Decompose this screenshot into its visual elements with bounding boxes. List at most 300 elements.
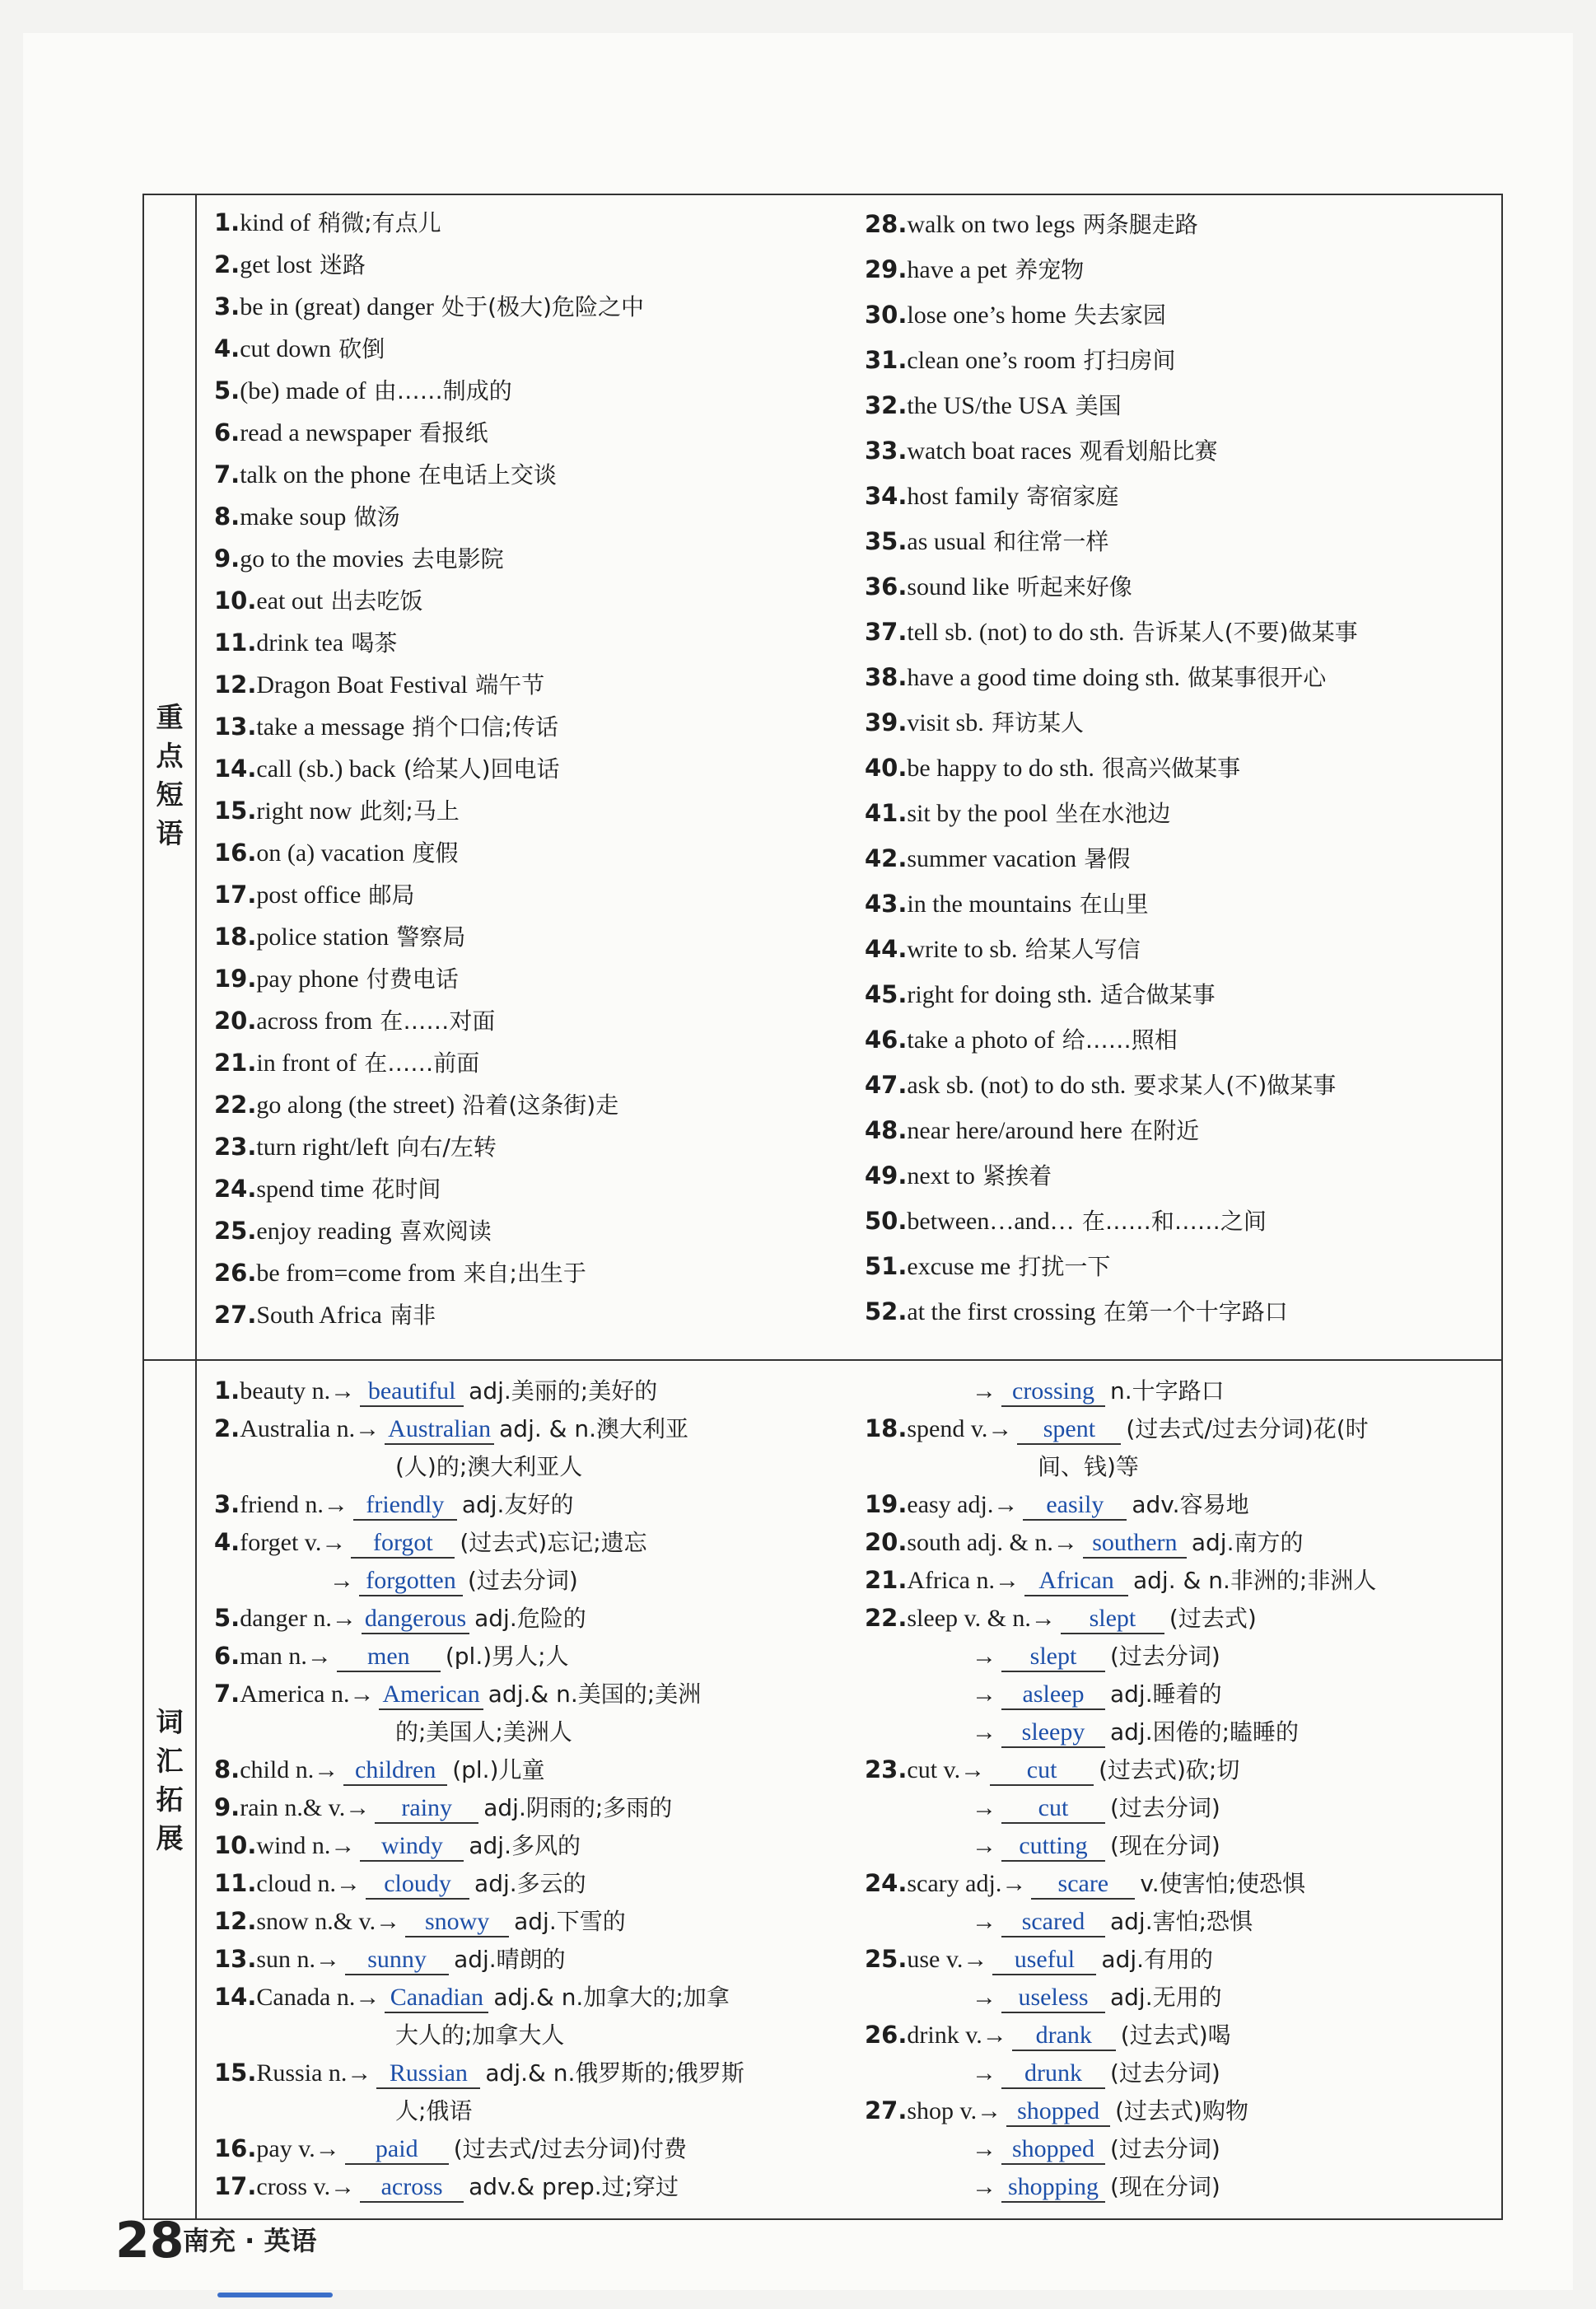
phrase-english: excuse me [907, 1253, 1011, 1280]
vocab-answer: easily [1023, 1491, 1127, 1521]
spacer [1076, 844, 1084, 872]
vocab-item [214, 1978, 848, 2016]
vocab-item [865, 1637, 1499, 1675]
vocab-number: 4. [214, 1528, 240, 1556]
phrase-item [865, 1063, 1499, 1108]
phrase-chinese: 暑假 [1084, 845, 1131, 872]
vocab-item [214, 2167, 848, 2205]
vocab-meaning: (过去分词) [468, 1567, 578, 1594]
vocab-base: man n.→ [240, 1643, 332, 1670]
vocab-answer: cutting [1001, 1832, 1105, 1862]
vocab-number: 15. [214, 2059, 257, 2087]
vocab-answer: southern [1083, 1529, 1187, 1559]
phrase-number: 16. [214, 839, 257, 867]
phrase-english: near here/around here [907, 1117, 1122, 1144]
phrase-item [865, 746, 1499, 791]
spacer [1076, 210, 1083, 238]
phrase-chinese: 做某事很开心 [1188, 664, 1327, 691]
vocab-number: 27. [865, 2096, 908, 2124]
phrase-english: host family [907, 483, 1020, 510]
phrase-chinese: 端午节 [475, 671, 545, 699]
section-label-char: 拓 [156, 1783, 184, 1816]
phrase-english: go along (the street) [256, 1091, 455, 1119]
vocab-base: shop v.→ [907, 2097, 1002, 2124]
phrase-number: 40. [865, 754, 908, 782]
vocab-item [214, 1485, 848, 1523]
phrase-number: 2. [214, 250, 240, 278]
phrase-item [865, 836, 1499, 881]
phrase-item [214, 412, 848, 454]
phrase-item [865, 1017, 1499, 1063]
phrase-chinese: 美国 [1075, 392, 1122, 419]
phrase-chinese: 打扫房间 [1083, 347, 1176, 374]
vocab-answer: Australian [385, 1415, 494, 1445]
phrase-number: 18. [214, 923, 257, 951]
vocab-answer: forgotten [359, 1567, 463, 1596]
phrase-chinese: 出去吃饭 [330, 587, 423, 615]
vocab-answer: American [379, 1680, 483, 1710]
phrase-item [214, 580, 848, 622]
phrase-english: watch boat races [907, 437, 1072, 465]
section-divider [144, 1359, 1501, 1361]
phrase-item [865, 1153, 1499, 1199]
vocab-base: drink v.→ [907, 2022, 1007, 2049]
vocab-base: Australia n.→ [240, 1415, 380, 1442]
phrase-chinese: 听起来好像 [1016, 573, 1132, 601]
vocab-base: danger n.→ [240, 1605, 357, 1632]
vocab-meaning: (现在分词) [1110, 1832, 1220, 1859]
phrase-chinese: 喝茶 [351, 629, 398, 657]
vocab-base: beauty n.→ [240, 1377, 356, 1405]
vocab-item [865, 2129, 1499, 2167]
vocab-meaning: adj.晴朗的 [454, 1946, 566, 1973]
footer-title: 南充 · 英语 [183, 2225, 317, 2256]
phrase-number: 44. [865, 935, 908, 963]
vocab-meaning: adj.& n.俄罗斯的;俄罗斯 [485, 2059, 744, 2087]
phrase-chinese: 度假 [412, 839, 459, 867]
vocab-number: 26. [865, 2021, 908, 2049]
phrase-item [214, 958, 848, 1000]
vocab-meaning: 人;俄语 [395, 2097, 473, 2124]
spacer [1071, 437, 1079, 465]
spacer [310, 208, 318, 236]
phrase-english: post office [256, 881, 362, 909]
phrase-number: 13. [214, 713, 257, 741]
vocab-meaning: (pl.)儿童 [452, 1756, 545, 1783]
vocab-meaning: adj.多云的 [474, 1870, 586, 1897]
vocab-base: → [972, 1984, 996, 2011]
vocab-meaning: adj.& n.加拿大的;加拿 [493, 1984, 730, 2011]
spacer [389, 1133, 396, 1161]
phrase-chinese: (给某人)回电话 [403, 755, 560, 783]
vocab-number: 2. [214, 1414, 240, 1442]
phrase-item [865, 428, 1499, 474]
phrase-number: 12. [214, 671, 257, 699]
phrase-chinese: 由……制成的 [373, 377, 512, 404]
phrase-number: 4. [214, 334, 240, 362]
spacer [1066, 301, 1074, 329]
vocab-meaning: adv.& prep.过;穿过 [469, 2173, 679, 2200]
phrase-chinese: 在山里 [1079, 890, 1149, 918]
vocab-item [214, 1940, 848, 1978]
vocab-answer: children [343, 1756, 447, 1786]
vocab-base: → [972, 1643, 996, 1670]
phrase-english: get lost [240, 251, 312, 278]
spacer [357, 1049, 364, 1077]
vocab-item [214, 2054, 848, 2092]
phrase-item [214, 286, 848, 328]
phrase-item [214, 1294, 848, 1336]
phrase-chinese: 两条腿走路 [1082, 211, 1198, 238]
phrase-item [214, 916, 848, 958]
section-label-vocabulary [144, 1703, 195, 1858]
vocab-meaning: adj.无用的 [1110, 1984, 1222, 2011]
phrase-english: make soup [240, 503, 347, 531]
vocab-answer: men [337, 1643, 441, 1672]
phrase-chinese: 在电话上交谈 [418, 461, 557, 488]
vocab-meaning: n.十字路口 [1110, 1377, 1225, 1405]
vocab-number: 3. [214, 1490, 240, 1518]
phrase-item [865, 474, 1499, 519]
vocab-meaning: (过去分词) [1110, 2059, 1220, 2087]
phrase-number: 8. [214, 502, 240, 531]
vocab-answer: paid [345, 2135, 449, 2165]
phrase-number: 32. [865, 391, 908, 419]
phrase-english: go to the movies [240, 545, 404, 573]
phrase-item [865, 881, 1499, 927]
page-number: 28 [115, 2212, 184, 2269]
vocab-answer: cut [1001, 1794, 1105, 1824]
vocab-base: → [329, 1567, 354, 1594]
vocab-answer: cut [990, 1756, 1094, 1786]
phrase-number: 45. [865, 980, 908, 1008]
vocab-number: 22. [865, 1604, 908, 1632]
vocab-item [865, 1409, 1499, 1447]
vocab-answer: snowy [405, 1908, 509, 1937]
vocab-base: rain n.& v.→ [240, 1794, 371, 1821]
phrase-number: 42. [865, 844, 908, 872]
phrase-number: 36. [865, 573, 908, 601]
phrase-item [214, 1042, 848, 1084]
vocab-base: south adj. & n.→ [907, 1529, 1078, 1556]
vocab-meaning: (过去式)购物 [1115, 2097, 1248, 2124]
phrase-english: spend time [256, 1176, 365, 1203]
phrase-number: 48. [865, 1116, 908, 1144]
phrase-chinese: 沿着(这条街)走 [462, 1091, 619, 1119]
phrase-chinese: 失去家园 [1073, 301, 1166, 329]
vocab-item [865, 1675, 1499, 1713]
phrase-number: 6. [214, 418, 240, 446]
vocab-meaning: (过去分词) [1110, 2135, 1220, 2162]
section-label-char: 展 [156, 1822, 184, 1854]
vocab-item [214, 1523, 848, 1561]
phrase-chinese: 迷路 [319, 251, 366, 278]
phrase-english: right for doing sth. [907, 981, 1093, 1008]
vocab-meaning: v.使害怕;使恐惧 [1140, 1870, 1306, 1897]
section-label-char: 语 [156, 817, 184, 849]
vocab-answer: forgot [351, 1529, 455, 1559]
phrases-left-column [214, 202, 848, 1336]
vocab-meaning: adj.危险的 [474, 1605, 586, 1632]
vocab-answer: rainy [375, 1794, 478, 1824]
phrase-chinese: 寄宿家庭 [1026, 483, 1119, 510]
vocab-item [214, 1409, 848, 1447]
phrase-item [214, 832, 848, 874]
spacer [1122, 1116, 1130, 1144]
phrase-chinese: 喜欢阅读 [399, 1218, 492, 1245]
phrase-number: 20. [214, 1007, 257, 1035]
spacer [1067, 391, 1075, 419]
vocab-item [865, 1788, 1499, 1826]
phrases-right-column [865, 202, 1499, 1334]
vocab-number: 5. [214, 1604, 240, 1632]
vocab-number: 19. [865, 1490, 908, 1518]
spacer [1018, 935, 1025, 963]
spacer [391, 1217, 399, 1245]
phrase-item [214, 454, 848, 496]
phrase-number: 47. [865, 1071, 908, 1099]
phrase-english: South Africa [256, 1302, 382, 1329]
vocab-answer: asleep [1001, 1680, 1105, 1710]
phrase-chinese: 花时间 [371, 1176, 441, 1203]
phrase-number: 51. [865, 1252, 908, 1280]
phrase-chinese: 给某人写信 [1024, 936, 1141, 963]
vocab-base: → [972, 1680, 996, 1708]
vocab-meaning: (过去式/过去分词)付费 [453, 2135, 688, 2162]
vocab-base: cut v.→ [907, 1756, 986, 1783]
phrase-number: 11. [214, 629, 257, 657]
vocab-item [865, 1902, 1499, 1940]
vocab-item [214, 2016, 848, 2054]
phrase-chinese: 在……前面 [364, 1049, 480, 1077]
phrase-chinese: 观看划船比赛 [1079, 437, 1218, 465]
vocab-base: Africa n.→ [907, 1567, 1020, 1594]
phrase-number: 35. [865, 527, 908, 555]
phrase-number: 25. [214, 1217, 257, 1245]
spacer [455, 1091, 462, 1119]
vocab-base: → [972, 2173, 996, 2200]
vocab-meaning: adj. & n.澳大利亚 [499, 1415, 689, 1442]
phrase-item [214, 496, 848, 538]
phrase-chinese: 邮局 [368, 881, 415, 909]
phrase-number: 24. [214, 1175, 257, 1203]
phrase-item [865, 519, 1499, 564]
spacer [411, 460, 418, 488]
phrase-item [214, 1210, 848, 1252]
phrase-english: be in (great) danger [240, 293, 434, 320]
phrase-chinese: 坐在水池边 [1055, 800, 1171, 827]
vocab-answer: spent [1017, 1415, 1121, 1445]
vocab-meaning: adj.下雪的 [514, 1908, 626, 1935]
vocab-meaning: (过去分词) [1110, 1794, 1220, 1821]
vocab-base: cloud n.→ [256, 1870, 362, 1897]
vocab-meaning: adj.多风的 [469, 1832, 581, 1859]
spacer [359, 965, 366, 993]
vocab-meaning: 大人的;加拿大人 [395, 2022, 565, 2049]
vocab-item [865, 2054, 1499, 2092]
vocab-meaning: adj. & n.非洲的;非洲人 [1133, 1567, 1377, 1594]
phrase-number: 19. [214, 965, 257, 993]
vocab-answer: African [1024, 1567, 1128, 1596]
vocab-answer: sleepy [1001, 1718, 1105, 1748]
phrase-chinese: 很高兴做某事 [1102, 755, 1241, 782]
phrase-english: cut down [240, 335, 332, 362]
spacer [382, 1301, 390, 1329]
vocab-base: forget v.→ [240, 1529, 347, 1556]
vocab-number: 16. [214, 2134, 257, 2162]
vocab-item [865, 1599, 1499, 1637]
spacer [395, 755, 403, 783]
phrase-chinese: 养宠物 [1015, 256, 1085, 283]
section-label-char: 重 [156, 701, 184, 733]
vocab-number: 11. [214, 1869, 257, 1897]
phrase-english: ask sb. (not) to do sth. [907, 1072, 1127, 1099]
phrase-chinese: 要求某人(不)做某事 [1133, 1072, 1337, 1099]
vocab-meaning: (过去式/过去分词)花(时 [1126, 1415, 1369, 1442]
vocab-answer: scared [1001, 1908, 1105, 1937]
phrase-item [865, 202, 1499, 247]
section-label-char: 词 [156, 1706, 184, 1738]
spacer [468, 671, 475, 699]
phrase-english: summer vacation [907, 845, 1077, 872]
spacer [1094, 754, 1102, 782]
vocab-base: America n.→ [240, 1680, 375, 1708]
phrase-item [214, 1126, 848, 1168]
phrase-english: right now [256, 797, 352, 825]
section-label-char: 短 [156, 778, 184, 811]
phrase-chinese: 给……照相 [1062, 1026, 1178, 1054]
phrase-item [865, 1108, 1499, 1153]
phrase-chinese: 适合做某事 [1099, 981, 1216, 1008]
phrase-english: sound like [907, 573, 1010, 601]
vocab-answer: slept [1001, 1643, 1105, 1672]
spacer [404, 839, 412, 867]
phrase-english: turn right/left [256, 1133, 390, 1161]
vocab-item [214, 1599, 848, 1637]
phrase-item [865, 791, 1499, 836]
phrase-chinese: 来自;出生于 [463, 1260, 586, 1287]
vocab-item [214, 1826, 848, 1864]
phrase-item [865, 1199, 1499, 1244]
phrase-number: 23. [214, 1133, 257, 1161]
phrase-english: in the mountains [907, 890, 1072, 918]
phrase-item [865, 655, 1499, 700]
section-label-char: 点 [156, 740, 184, 772]
vocab-base: friend n.→ [240, 1491, 348, 1518]
vocab-number: 25. [865, 1945, 908, 1973]
vocab-base: use v.→ [907, 1946, 988, 1973]
phrase-english: talk on the phone [240, 461, 411, 488]
phrase-number: 41. [865, 799, 908, 827]
vocab-number: 17. [214, 2172, 257, 2200]
phrase-number: 34. [865, 482, 908, 510]
phrase-chinese: 在……对面 [380, 1007, 496, 1035]
phrase-number: 9. [214, 545, 240, 573]
vocab-meaning: (人)的;澳大利亚人 [395, 1453, 583, 1480]
vocab-item [214, 1788, 848, 1826]
phrase-item [865, 700, 1499, 746]
spacer [1054, 1026, 1062, 1054]
vocab-base: easy adj.→ [907, 1491, 1019, 1518]
phrase-english: next to [907, 1162, 975, 1190]
vocab-item [865, 1750, 1499, 1788]
spacer [1071, 890, 1079, 918]
vocab-meaning: adj.阴雨的;多雨的 [483, 1794, 673, 1821]
phrase-english: (be) made of [240, 377, 366, 404]
phrase-number: 17. [214, 881, 257, 909]
phrase-english: police station [256, 923, 390, 951]
vocab-number: 12. [214, 1907, 257, 1935]
phrase-english: in front of [256, 1049, 357, 1077]
phrase-item [214, 244, 848, 286]
phrase-english: between…and… [907, 1208, 1075, 1235]
phrase-number: 46. [865, 1026, 908, 1054]
phrase-english: lose one’s home [907, 301, 1066, 329]
vocab-meaning: adj.有用的 [1101, 1946, 1214, 1973]
vocab-item [865, 1826, 1499, 1864]
vocab-number: 18. [865, 1414, 908, 1442]
phrase-english: across from [256, 1007, 373, 1035]
vocab-number: 20. [865, 1528, 908, 1556]
vocab-answer: Russian [376, 2059, 480, 2089]
vocab-answer: drunk [1001, 2059, 1105, 2089]
vocab-base: → [972, 1908, 996, 1935]
vocab-answer: beautiful [360, 1377, 464, 1407]
vocab-number: 10. [214, 1831, 257, 1859]
vocab-item [214, 1447, 848, 1485]
phrase-english: visit sb. [907, 709, 984, 736]
vocab-answer: drank [1012, 2022, 1116, 2051]
spacer [331, 334, 338, 362]
vocab-answer: useless [1001, 1984, 1105, 2013]
vocab-meaning: 的;美国人;美洲人 [395, 1718, 572, 1746]
phrase-english: have a pet [907, 256, 1007, 283]
vocab-meaning: adj.& n.美国的;美洲 [488, 1680, 702, 1708]
vocab-meaning: (过去式)砍;切 [1099, 1756, 1240, 1783]
phrase-item [865, 383, 1499, 428]
phrase-number: 5. [214, 376, 240, 404]
phrase-number: 38. [865, 663, 908, 691]
phrase-english: enjoy reading [256, 1218, 392, 1245]
phrase-item [214, 664, 848, 706]
phrase-number: 1. [214, 208, 240, 236]
spacer [975, 1162, 982, 1190]
vocab-base: → [972, 1718, 996, 1746]
vocab-base: wind n.→ [256, 1832, 356, 1859]
spacer [404, 545, 411, 573]
footer-accent-bar [217, 2293, 333, 2297]
phrase-chinese: 告诉某人(不要)做某事 [1132, 619, 1358, 646]
phrase-item [865, 292, 1499, 338]
vocab-base: → [972, 1377, 996, 1405]
vocab-answer: scare [1031, 1870, 1135, 1900]
vocab-number: 21. [865, 1566, 908, 1594]
phrase-chinese: 去电影院 [411, 545, 504, 573]
vocab-meaning: adj.南方的 [1191, 1529, 1304, 1556]
phrase-item [214, 202, 848, 244]
vocab-left-column [214, 1372, 848, 2205]
vocab-meaning: adj.睡着的 [1110, 1680, 1222, 1708]
vocab-base: sleep v. & n.→ [907, 1605, 1056, 1632]
spacer [1076, 346, 1083, 374]
phrase-item [865, 610, 1499, 655]
phrase-item [214, 622, 848, 664]
phrase-english: at the first crossing [907, 1298, 1096, 1325]
vocab-meaning: adj.害怕;恐惧 [1110, 1908, 1253, 1935]
vocab-item [214, 1675, 848, 1713]
vocab-item [865, 1485, 1499, 1523]
vocab-answer: Canadian [385, 1984, 488, 2013]
